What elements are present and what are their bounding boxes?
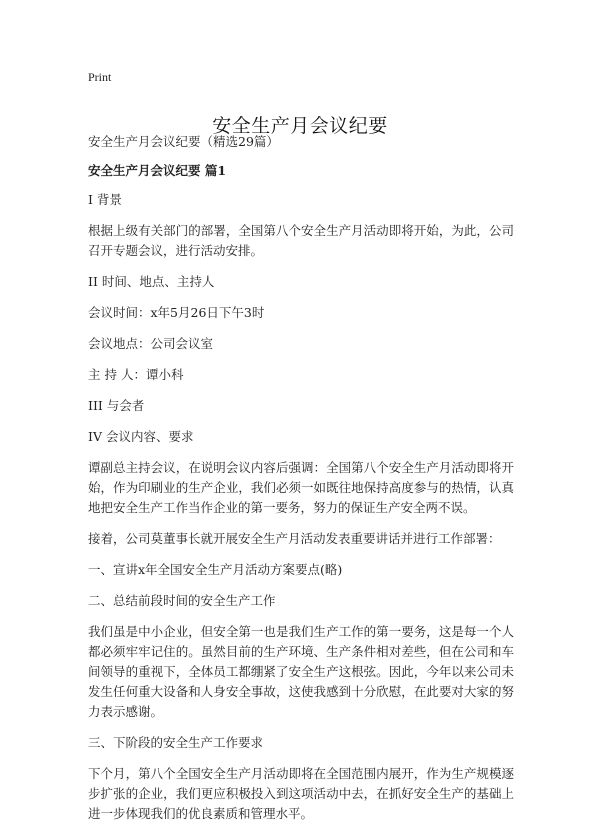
- heading-time-place-host: II 时间、地点、主持人: [88, 274, 215, 289]
- paragraph-opening-remarks: 谭副总主持会议，在说明会议内容后强调：全国第八个安全生产月活动即将开始，作为印刷业的生产企业，我们必须一如既往地保持高度参与的热情，认真地把安全生产工作当作企业的第一要务，努力的保证生产安全两不误。: [88, 460, 514, 515]
- meeting-location: 会议地点：公司会议室: [88, 336, 214, 351]
- item-three: 三、下阶段的安全生产工作要求: [88, 735, 264, 750]
- document-body: [88, 132, 514, 835]
- paragraph-summary: 我们虽是中小企业，但安全第一也是我们生产工作的第一要务，这是每一个人都必须牢牢记住的。虽然目前的生产环境、生产条件相对差些，但在公司和车间领导的重视下，全体员工都绷紧了安全生产这根弦。因此，今年以来公司未发生任何重大设备和人身安全事故，这使我感到十分欣慰，在此要对大家的努力表示感谢。: [88, 624, 514, 719]
- paragraph-background: 根据上级有关部门的部署，全国第八个安全生产月活动即将开始，为此，公司召开专题会议，进行活动安排。: [88, 223, 514, 258]
- section-heading: 安全生产月会议纪要 篇1: [88, 163, 227, 178]
- meeting-time: 会议时间：x年5月26日下午3时: [88, 305, 265, 320]
- item-two: 二、总结前段时间的安全生产工作: [88, 593, 276, 608]
- paragraph-chairman-speech: 接着，公司莫董事长就开展安全生产月活动发表重要讲话并进行工作部署：: [88, 531, 501, 546]
- document-subtitle: 安全生产月会议纪要（精选29篇）: [88, 134, 279, 149]
- heading-content-requirements: IV 会议内容、要求: [88, 429, 194, 444]
- heading-background: I 背景: [88, 192, 122, 207]
- paragraph-next-stage: 下个月，第八个全国安全生产月活动即将在全国范围内展开，作为生产规模逐步扩张的企业，我们更应积极投入到这项活动中去，在抓好安全生产的基础上进一步体现我们的优良素质和管理水平。: [88, 766, 514, 821]
- page-title: 安全生产月会议纪要: [212, 114, 388, 137]
- item-one: 一、宣讲x年全国安全生产月活动方案要点(略): [88, 562, 343, 577]
- heading-attendees: III 与会者: [88, 398, 145, 413]
- meeting-host: 主 持 人：谭小科: [88, 367, 184, 382]
- print-link[interactable]: Print: [88, 70, 112, 84]
